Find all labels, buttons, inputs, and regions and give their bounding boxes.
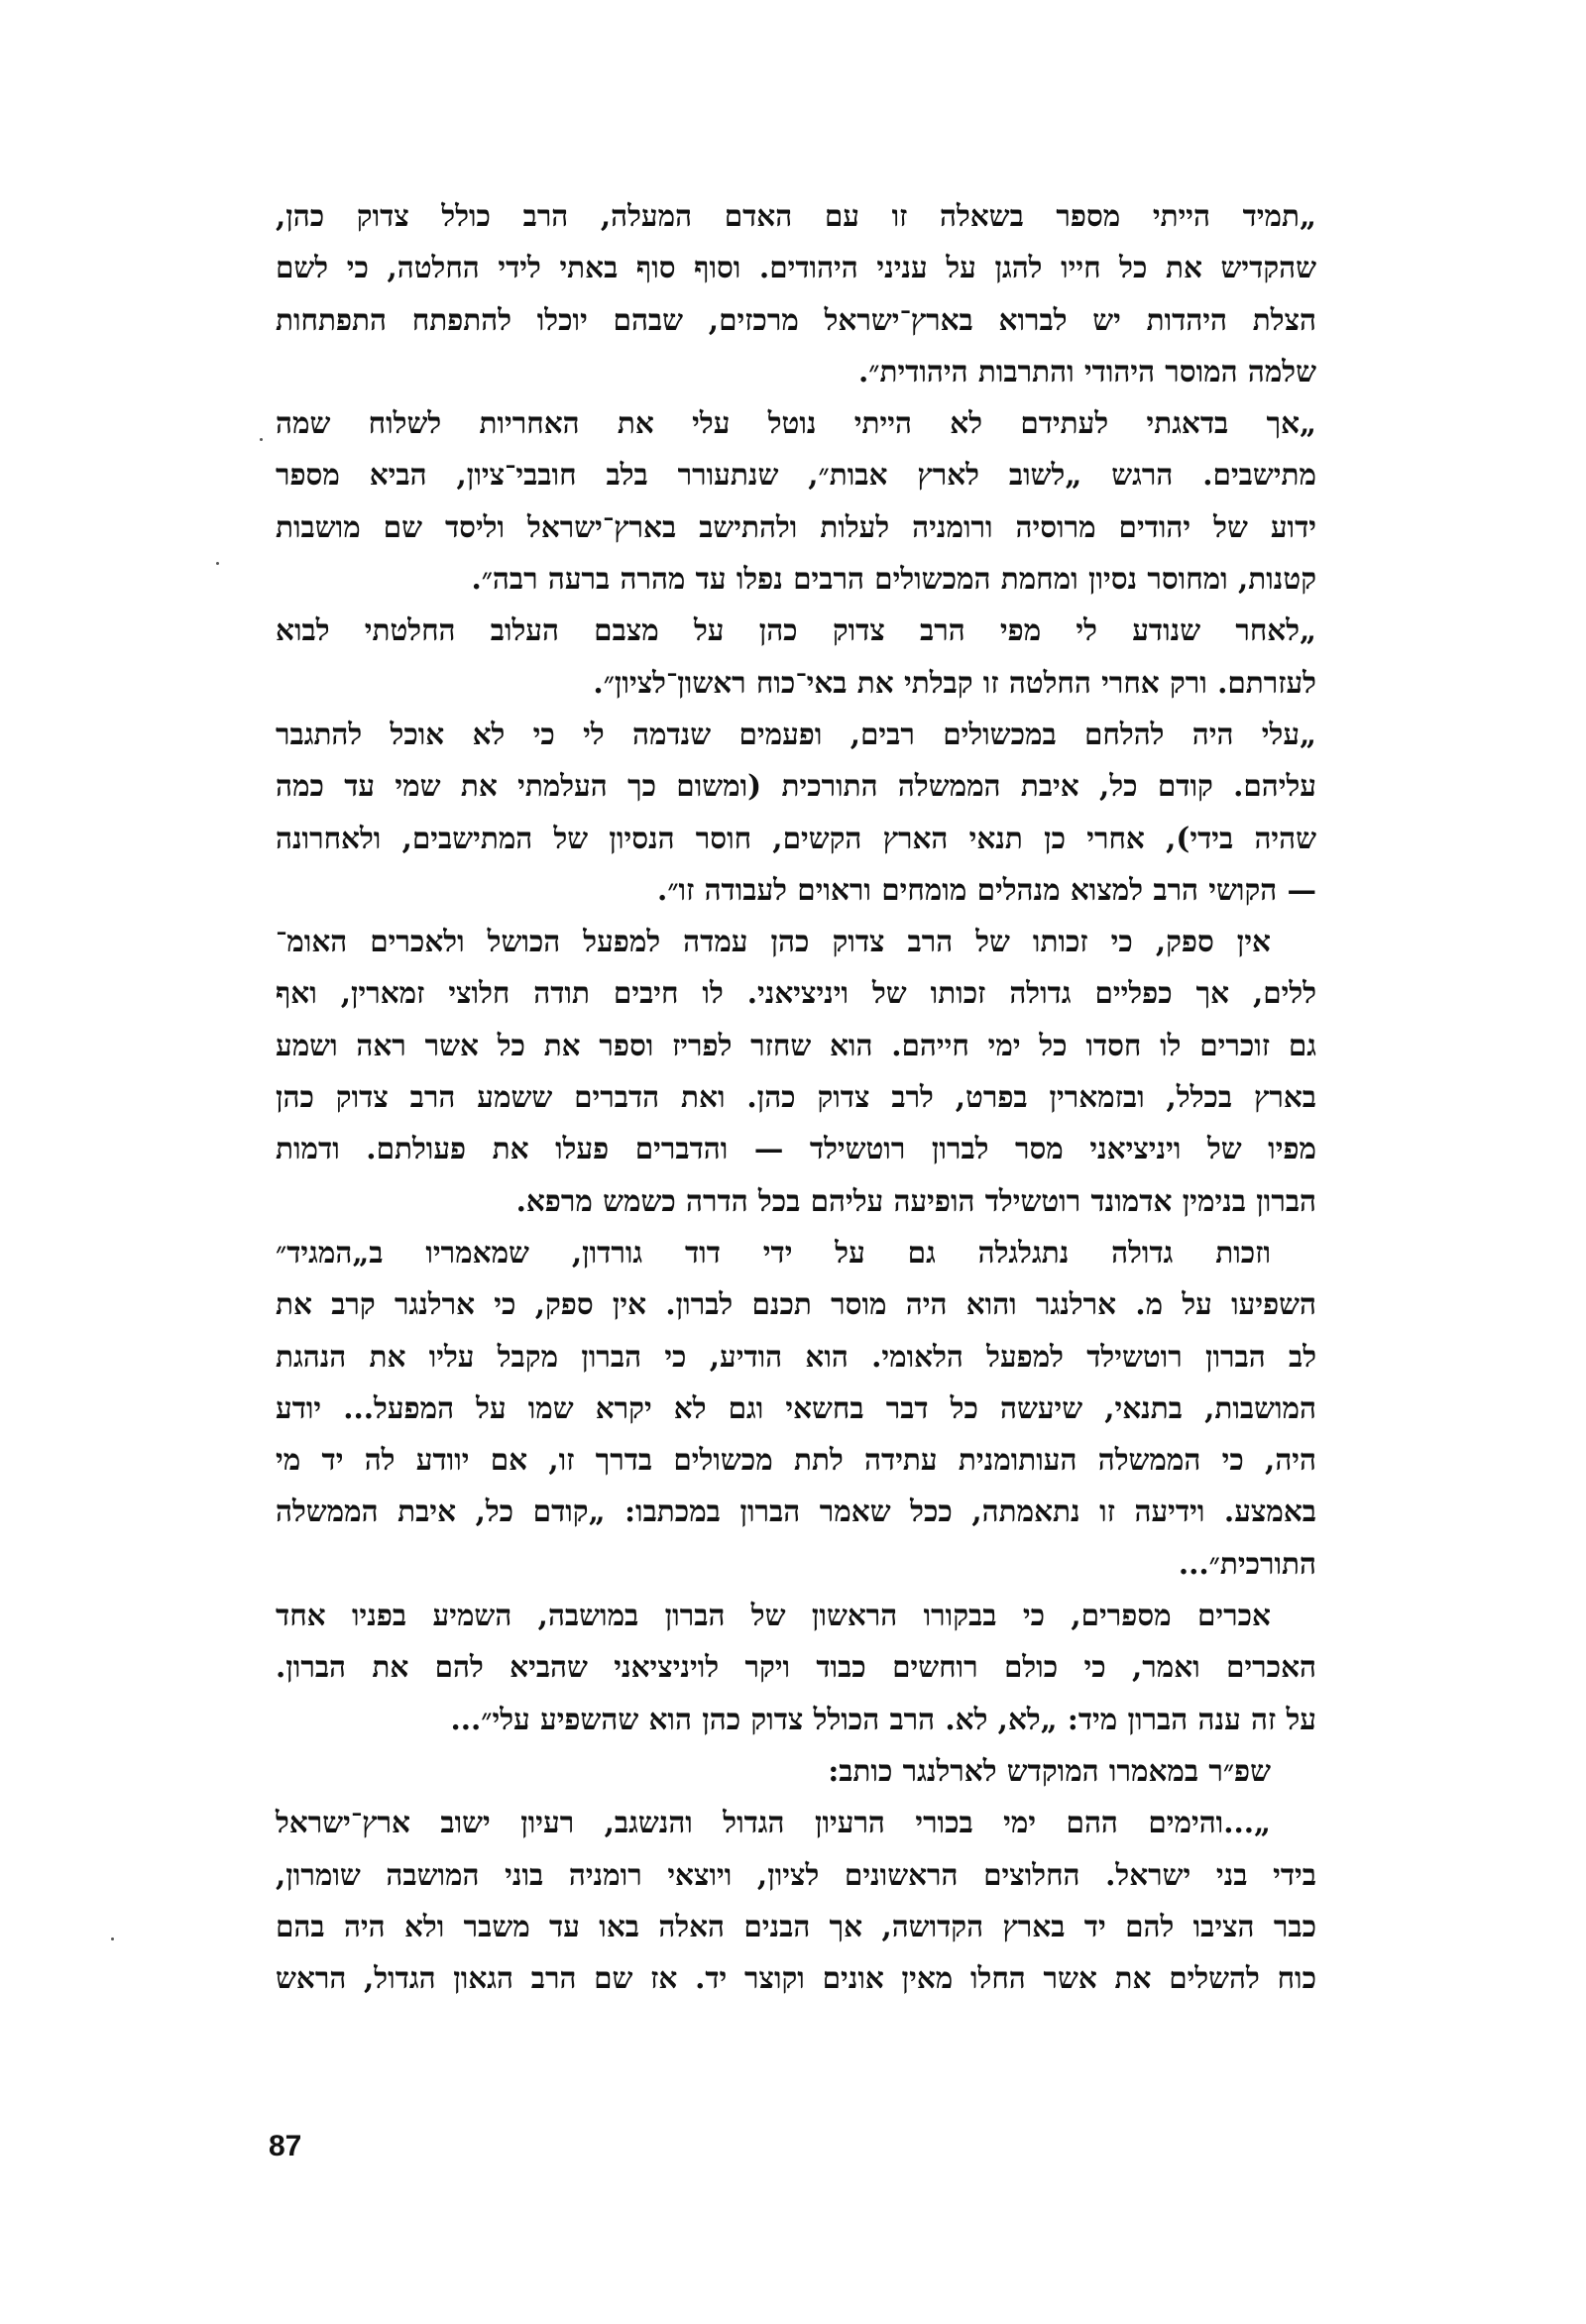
text-line: „עלי היה להלחם במכשולים רבים, ופעמים שנדמה לי כי לא אוכל להתגבר [276,716,1316,751]
text-line: אכרים מספרים, כי בבקורו הראשון של הברון במושבה, השמיע בפניו אחד [276,1598,1271,1633]
paragraph-6 [276,1227,1316,1590]
text-line: הצלת היהדות יש לברוא בארץ־ישראל מרכזים, שבהם יוכלו להתפתח התפתחות [276,301,1316,337]
text-line: השפיעו על מ. ארלנגר והוא היה מוסר תכנם לברון. אין ספק, כי ארלנגר קרב את [276,1286,1316,1322]
text-line: שפ״ר במאמרו המוקדש לארלנגר כותב: [828,1752,1271,1788]
paragraph-2 [276,397,1316,605]
text-line: באמצע. וידיעה זו נתאמתה, ככל שאמר הברון במכתבו: „קודם כל, איבת הממשלה [276,1494,1316,1529]
text-line: בידי בני ישראל. החלוצים הראשונים לציון, ויוצאי רומניה בוני המושבה שומרון, [276,1856,1316,1892]
text-line: „אך בדאגתי לעתידם לא הייתי נוטל עלי את האחריות לשלוח שמה [276,405,1316,441]
text-line: לעזרתם. ורק אחרי החלטה זו קבלתי את באי־כוח ראשון־לציון״. [593,664,1316,700]
text-line: היה, כי הממשלה העותומנית עתידה לתת מכשולים בדרך זו, אם יוודע לה יד מי [276,1442,1316,1478]
text-line: התורכית״... [1178,1545,1316,1581]
paragraph-3 [276,605,1316,709]
text-line: שהיה בידי), אחרי כן תנאי הארץ הקשים, חוסר הנסיון של המתישבים, ולאחרונה [276,820,1316,855]
text-line: עליהם. קודם כל, איבת הממשלה התורכית (ומשום כך העלמתי את שמי עד כמה [276,768,1316,804]
scan-speck [111,1937,114,1940]
text-line: כוח להשלים את אשר החלו מאין אונים וקוצר יד. אז שם הרב הגאון הגדול, הראש [276,1960,1316,1996]
body-text [276,190,1316,2004]
text-line: „לאחר שנודע לי מפי הרב צדוק כהן על מצבם העלוב החלטתי לבוא [276,612,1316,648]
scan-speck [260,438,263,441]
text-line: הברון בנימין אדמונד רוטשילד הופיעה עליהם בכל הדרה כשמש מרפא. [515,1182,1316,1218]
text-line: קטנות, ומחוסר נסיון ומחמת המכשולים הרבים נפלו עד מהרה ברעה רבה״. [471,561,1316,597]
paragraph-5 [276,916,1316,1227]
text-line: המושבות, בתנאי, שיעשה כל דבר בחשאי וגם לא יקרא שמו על המפעל... יודע [276,1389,1316,1425]
text-line: אין ספק, כי זכותו של הרב צדוק כהן עמדה למפעל הכושל ולאכרים האומ־ [276,924,1271,959]
scan-speck [216,562,219,565]
text-line: גם זוכרים לו חסדו כל ימי חייהם. הוא שחזר לפריז וספר את כל אשר ראה ושמע [276,1027,1316,1062]
paragraph-8 [276,1745,1316,1797]
paragraph-4 [276,709,1316,916]
page-number: 87 [269,2130,302,2162]
paragraph-9 [276,1797,1316,2004]
text-line: „...והימים ההם ימי בכורי הרעיון הגדול והנשגב, רעיון ישוב ארץ־ישראל [276,1805,1271,1840]
text-line: ידוע של יהודים מרוסיה ורומניה לעלות ולהתישב בארץ־ישראל וליסד שם מושבות [276,508,1316,544]
text-line: „תמיד הייתי מספר בשאלה זו עם האדם המעלה, הרב כולל צדוק כהן, [276,198,1316,233]
text-line: שהקדיש את כל חייו להגן על עניני היהודים. וסוף סוף באתי לידי החלטה, כי לשם [276,250,1316,285]
text-line: שלמה המוסר היהודי והתרבות היהודית״. [857,353,1316,388]
text-line: האכרים ואמר, כי כולם רוחשים כבוד ויקר לויניציאני שהביא להם את הברון. [276,1649,1316,1685]
text-line: לב הברון רוטשילד למפעל הלאומי. הוא הודיע, כי הברון מקבל עליו את הנהגת [276,1338,1316,1374]
text-line: ללים, אך כפליים גדולה זכותו של ויניציאני. לו חיבים תודה חלוצי זמארין, ואף [276,975,1316,1011]
text-line: בארץ בכלל, ובזמארין בפרט, לרב צדוק כהן. ואת הדברים ששמע הרב צדוק כהן [276,1079,1316,1115]
paragraph-7 [276,1590,1316,1745]
text-line: מפיו של ויניציאני מסר לברון רוטשילד — והדברים פעלו את פעולתם. ודמות [276,1131,1316,1166]
text-line: מתישבים. הרגש „לשוב לארץ אבות״, שנתעורר בלב חובבי־ציון, הביא מספר [276,457,1316,493]
text-line: וזכות גדולה נתגלגלה גם על ידי דוד גורדון, שמאמריו ב„המגיד״ [276,1234,1271,1270]
text-line: כבר הציבו להם יד בארץ הקדושה, אך הבנים האלה באו עד משבר ולא היה בהם [276,1908,1316,1943]
paragraph-1 [276,190,1316,397]
text-line: — הקושי הרב למצוא מנהלים מומחים וראוים לעבודה זו״. [657,871,1316,907]
text-line: על זה ענה הברון מיד: „לא, לא. הרב הכולל צדוק כהן הוא שהשפיע עלי״... [450,1701,1316,1736]
